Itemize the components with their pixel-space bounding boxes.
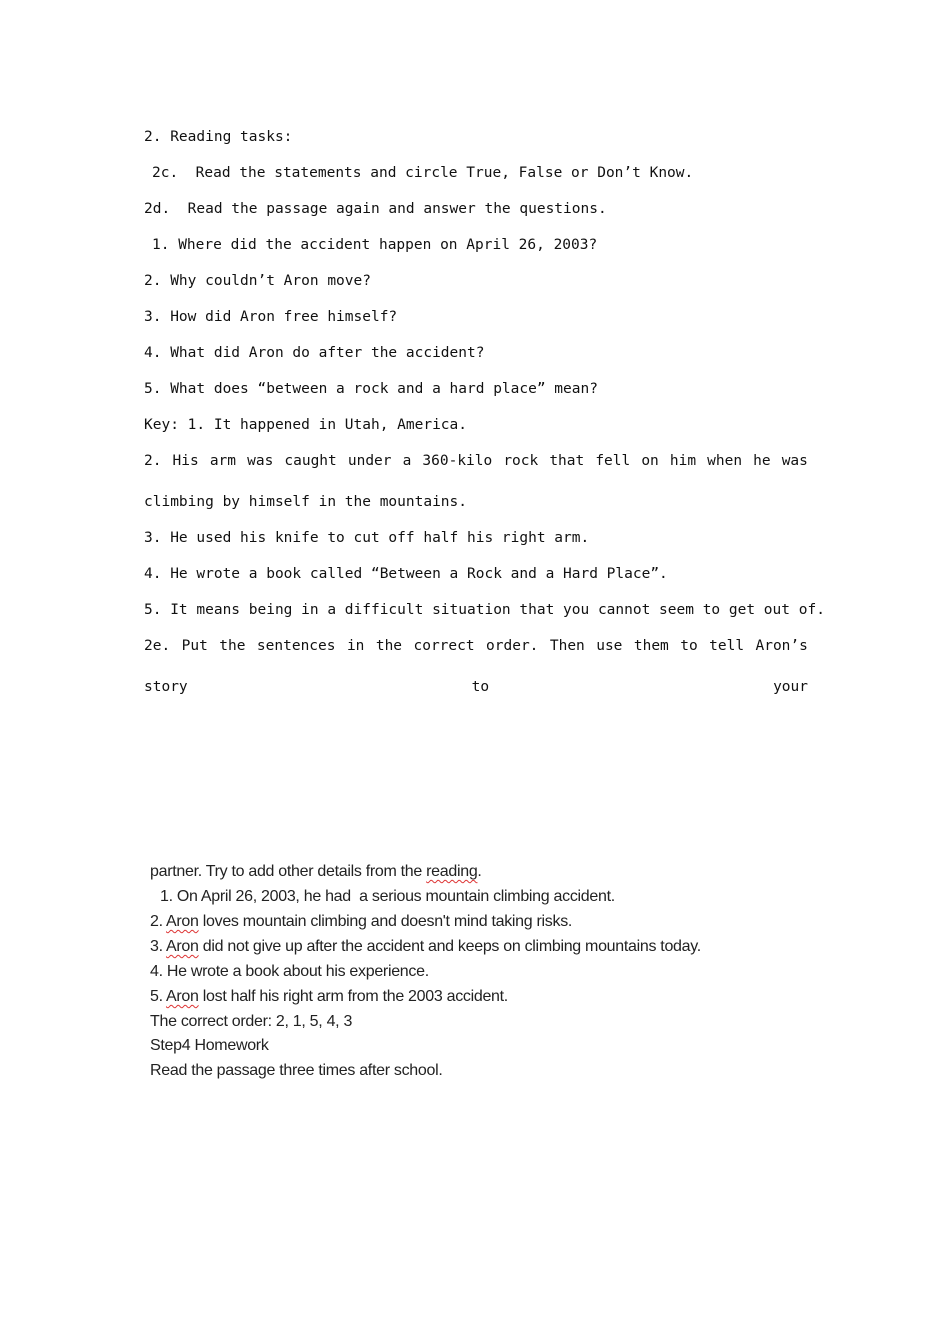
sentence-1: 1. On April 26, 2003, he had a serious mountain climbing accident. bbox=[160, 888, 615, 905]
spellcheck-flagged-word: Aron bbox=[166, 938, 199, 955]
spellcheck-flagged-word: reading bbox=[426, 863, 478, 880]
key-2-word: His bbox=[172, 453, 199, 469]
key-2-word: that bbox=[549, 453, 585, 469]
task-2e-word: Then bbox=[549, 638, 585, 654]
question-5: 5. What does “between a rock and a hard place” mean? bbox=[144, 381, 598, 397]
task-2c: 2c. Read the statements and circle True, False or Don’t Know. bbox=[152, 165, 694, 181]
task-2e-word: tell bbox=[709, 638, 745, 654]
task-2e-word: sentences bbox=[256, 638, 336, 654]
task-2e-word: your bbox=[773, 679, 808, 695]
key-1: Key: 1. It happened in Utah, America. bbox=[144, 417, 468, 433]
sentence-3 bbox=[150, 936, 701, 958]
sentence-text: did not give up after the accident and keeps on climbing mountains today. bbox=[198, 938, 701, 955]
key-2-word: rock bbox=[503, 453, 539, 469]
reading-tasks-heading: 2. Reading tasks: bbox=[144, 129, 293, 145]
task-2e-word: order. bbox=[486, 638, 539, 654]
question-3: 3. How did Aron free himself? bbox=[144, 309, 398, 325]
key-2-word: him bbox=[669, 453, 697, 469]
task-2e-continued bbox=[144, 677, 808, 697]
key-2-word: was bbox=[247, 453, 274, 469]
key-2-continued: climbing by himself in the mountains. bbox=[144, 494, 468, 510]
task-2e-word: in bbox=[346, 638, 365, 654]
task-2e-word: Aron’s bbox=[755, 638, 808, 654]
task-2d: 2d. Read the passage again and answer the questions. bbox=[144, 201, 607, 217]
sentence-5 bbox=[150, 986, 508, 1008]
sentence-text: lost half his right arm from the 2003 accident. bbox=[198, 988, 508, 1005]
task-2e-word: use bbox=[596, 638, 623, 654]
partner-line bbox=[150, 861, 482, 883]
spellcheck-flagged-word: Aron bbox=[166, 988, 199, 1005]
task-2e-word: to bbox=[471, 679, 490, 695]
question-2: 2. Why couldn’t Aron move? bbox=[144, 273, 371, 289]
task-2e-word: them bbox=[633, 638, 669, 654]
task-2e-word: Put bbox=[181, 638, 208, 654]
key-2 bbox=[144, 451, 808, 471]
sentence-number: 3. bbox=[150, 938, 167, 955]
key-2-word: under bbox=[347, 453, 392, 469]
task-2e-word: 2e. bbox=[144, 638, 171, 654]
step4-heading: Step4 Homework bbox=[150, 1037, 269, 1054]
key-2-word: was bbox=[781, 453, 808, 469]
task-2e-word: the bbox=[219, 638, 246, 654]
sentence-number: 2. bbox=[150, 913, 167, 930]
task-2e bbox=[144, 636, 808, 656]
key-2-word: caught bbox=[284, 453, 337, 469]
key-2-word: 2. bbox=[144, 453, 162, 469]
key-3: 3. He used his knife to cut off half his right arm. bbox=[144, 530, 590, 546]
sentence-2 bbox=[150, 911, 572, 933]
task-2e-word: story bbox=[144, 679, 188, 695]
question-1: 1. Where did the accident happen on April 26, 2003? bbox=[152, 237, 598, 253]
key-2-word: a bbox=[402, 453, 412, 469]
key-2-word: on bbox=[641, 453, 659, 469]
sentence-number: 5. bbox=[150, 988, 167, 1005]
key-2-word: 360-kilo bbox=[422, 453, 493, 469]
key-2-word: he bbox=[753, 453, 771, 469]
task-2e-word: the bbox=[375, 638, 403, 654]
correct-order: The correct order: 2, 1, 5, 4, 3 bbox=[150, 1013, 353, 1030]
key-2-word: fell bbox=[595, 453, 631, 469]
key-2-word: arm bbox=[209, 453, 237, 469]
task-2e-word: to bbox=[680, 638, 698, 654]
spellcheck-flagged-word: Aron bbox=[166, 913, 199, 930]
key-5: 5. It means being in a difficult situation that you cannot seem to get out of. bbox=[144, 602, 825, 618]
task-2e-word: correct bbox=[413, 638, 475, 654]
question-4: 4. What did Aron do after the accident? bbox=[144, 345, 485, 361]
key-2-word: when bbox=[707, 453, 743, 469]
partner-period: . bbox=[477, 863, 482, 880]
homework-text: Read the passage three times after school. bbox=[150, 1062, 443, 1079]
key-4: 4. He wrote a book called “Between a Rock and a Hard Place”. bbox=[144, 566, 668, 582]
sentence-4: 4. He wrote a book about his experience. bbox=[150, 963, 429, 980]
partner-text: partner. Try to add other details from the bbox=[150, 863, 427, 880]
sentence-text: loves mountain climbing and doesn't mind taking risks. bbox=[198, 913, 573, 930]
